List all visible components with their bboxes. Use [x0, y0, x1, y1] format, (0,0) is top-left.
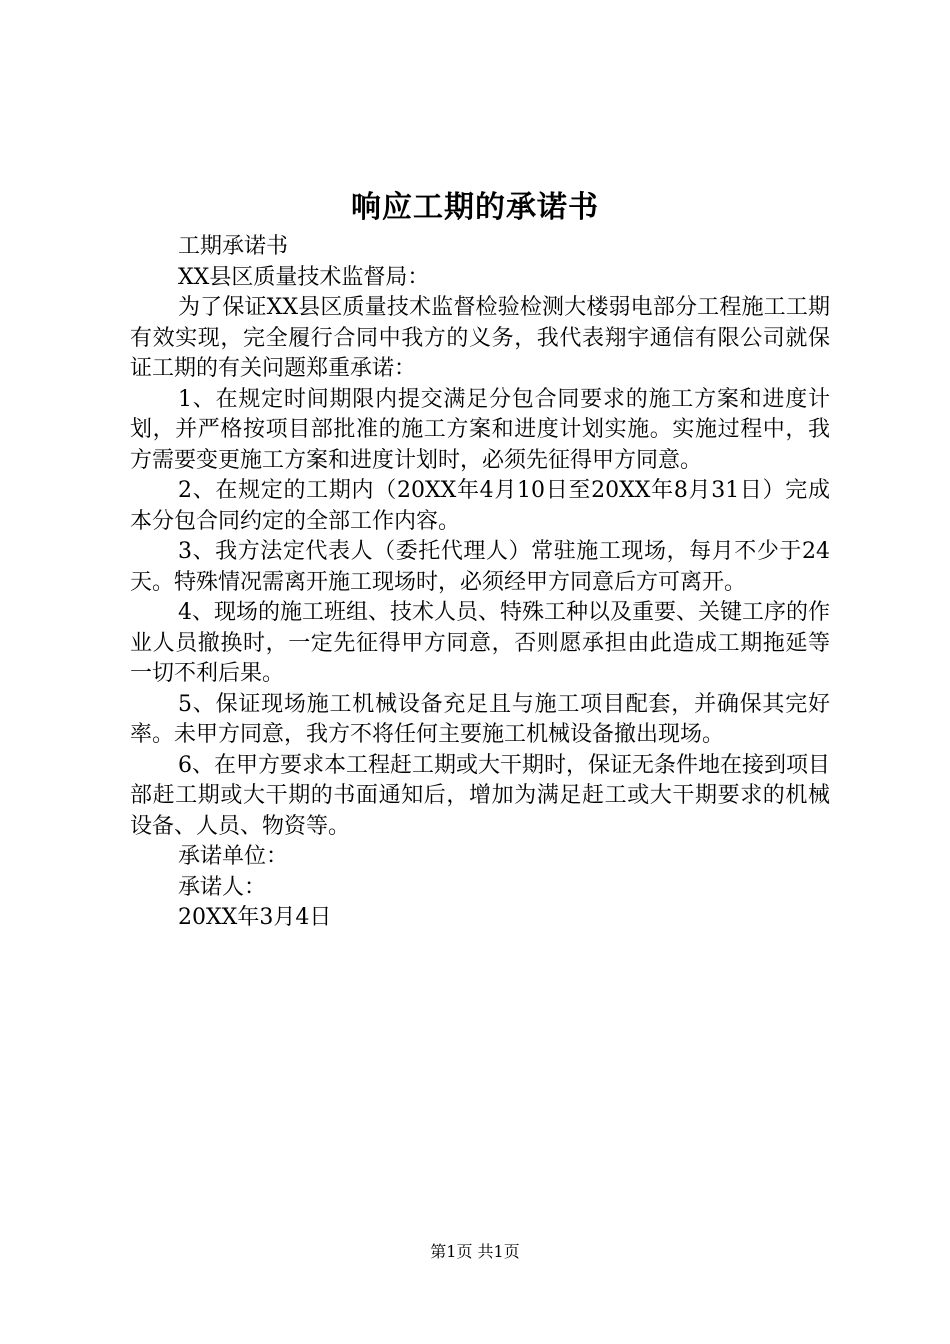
clause-3: 3、我方法定代表人（委托代理人）常驻施工现场，每月不少于24天。特殊情况需离开施工现场时，必须经甲方同意后方可离开。 — [130, 539, 830, 595]
date-line: 20XX年3月4日 — [178, 905, 332, 930]
heading-line: 工期承诺书 — [178, 234, 289, 259]
clause-5: 5、保证现场施工机械设备充足且与施工项目配套，并确保其完好率。未甲方同意，我方不将任何主要施工机械设备撤出现场。 — [130, 691, 830, 747]
clause-4: 4、现场的施工班组、技术人员、特殊工种以及重要、关键工序的作业人员撤换时，一定先征得甲方同意，否则愿承担由此造成工期拖延等一切不利后果。 — [130, 600, 830, 686]
document-title: 响应工期的承诺书 — [351, 190, 599, 225]
intro-paragraph: 为了保证XX县区质量技术监督检验检测大楼弱电部分工程施工工期有效实现，完全履行合同中我方的义务，我代表翔宇通信有限公司就保证工期的有关问题郑重承诺： — [130, 295, 830, 381]
signatory-line: 承诺人： — [178, 874, 267, 900]
clause-6: 6、在甲方要求本工程赶工期或大干期时，保证无条件地在接到项目部赶工期或大干期的书面通知后，增加为满足赶工或大干期要求的机械设备、人员、物资等。 — [130, 752, 830, 839]
signing-unit-line: 承诺单位： — [178, 844, 289, 869]
addressee-line: XX县区质量技术监督局： — [178, 264, 430, 290]
clause-2: 2、在规定的工期内（20XX年4月10日至20XX年8月31日）完成本分包合同约定的全部工作内容。 — [130, 478, 830, 534]
page-footer: 第1页 共1页 — [430, 1242, 520, 1261]
document-body — [130, 232, 830, 934]
clause-1: 1、在规定时间期限内提交满足分包合同要求的施工方案和进度计划，并严格按项目部批准的施工方案和进度计划实施。实施过程中，我方需要变更施工方案和进度计划时，必须先征得甲方同意。 — [130, 386, 830, 473]
